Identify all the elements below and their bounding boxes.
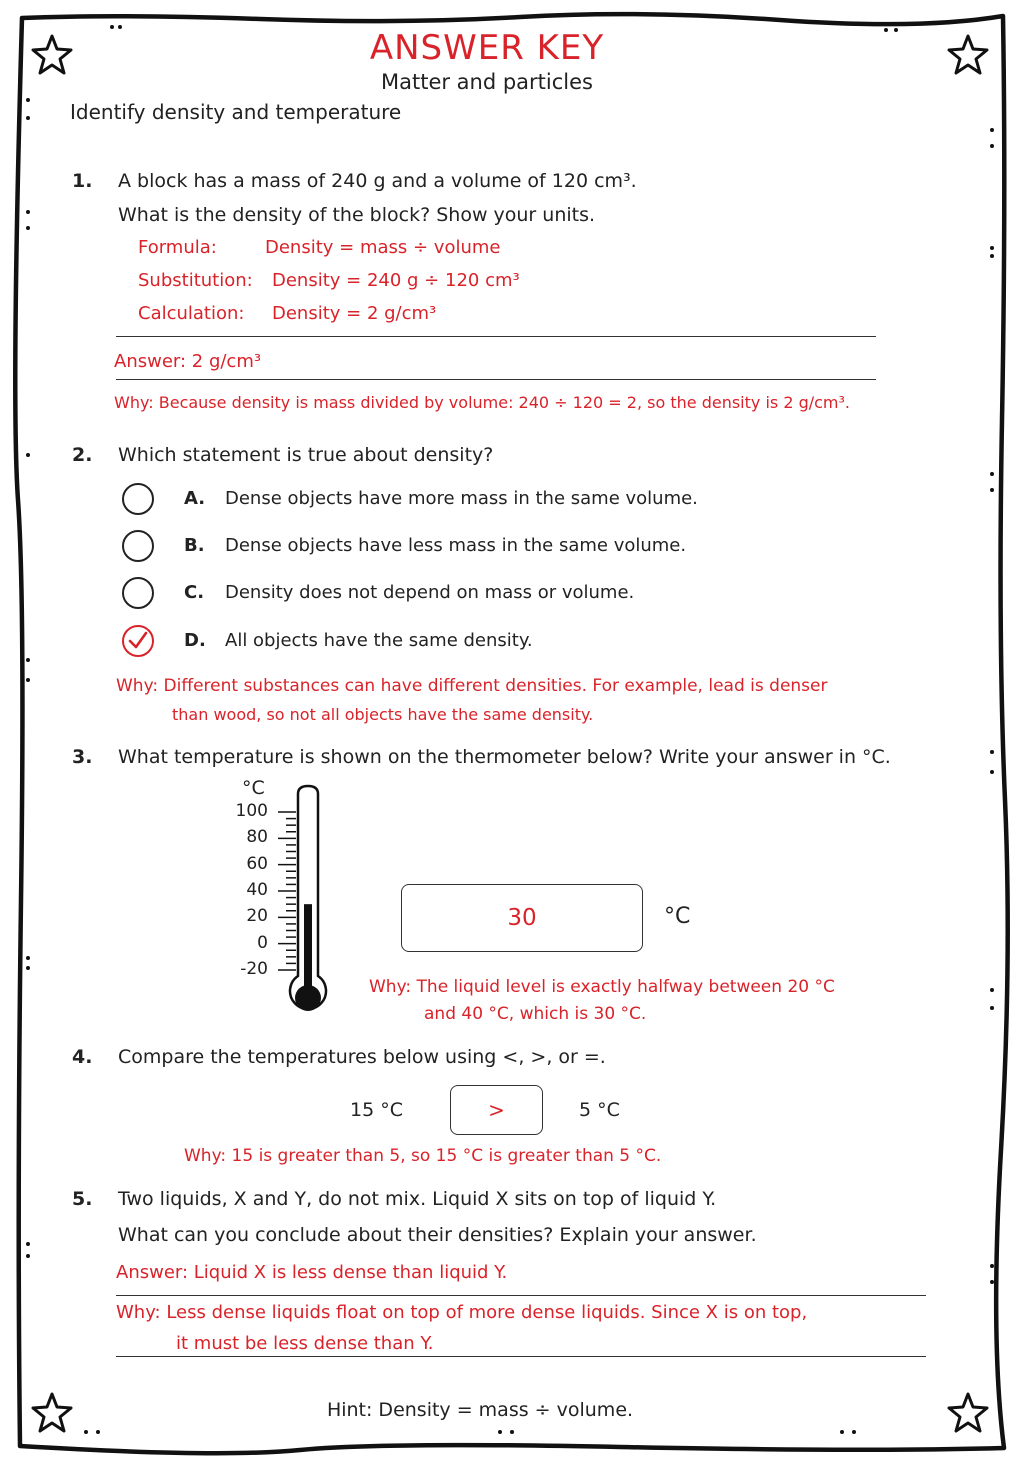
thermometer-tick-label: 0 bbox=[257, 932, 268, 953]
question-1-why: Why: Because density is mass divided by volume: 240 ÷ 120 = 2, so the density is 2 g/cm³. bbox=[114, 393, 851, 412]
answer-line bbox=[116, 336, 876, 337]
question-3-why-line2: and 40 °C, which is 30 °C. bbox=[424, 1004, 647, 1024]
formula-label: Formula: bbox=[138, 237, 217, 258]
substitution-value: Density = 240 g ÷ 120 cm³ bbox=[272, 270, 520, 291]
substitution-label: Substitution: bbox=[138, 270, 253, 291]
checkmark-icon bbox=[124, 627, 152, 655]
compare-answer: > bbox=[488, 1098, 505, 1122]
compare-right-value: 5 °C bbox=[579, 1099, 620, 1121]
question-5-answer: Answer: Liquid X is less dense than liquid Y. bbox=[116, 1262, 508, 1283]
footer-hint: Hint: Density = mass ÷ volume. bbox=[326, 1399, 634, 1421]
temperature-answer-box[interactable] bbox=[401, 884, 643, 952]
answer-line bbox=[116, 1295, 926, 1296]
calculation-value: Density = 2 g/cm³ bbox=[272, 303, 437, 324]
thermometer bbox=[270, 780, 350, 1030]
thermometer-liquid bbox=[304, 904, 312, 992]
question-4-why: Why: 15 is greater than 5, so 15 °C is greater than 5 °C. bbox=[184, 1146, 662, 1166]
option-c-radio[interactable] bbox=[122, 577, 154, 609]
calculation-label: Calculation: bbox=[138, 303, 245, 324]
question-5-why-line1: Why: Less dense liquids float on top of more dense liquids. Since X is on top, bbox=[116, 1302, 808, 1323]
question-5-why-line2: it must be less dense than Y. bbox=[176, 1333, 434, 1354]
page-title: ANSWER KEY bbox=[369, 28, 605, 68]
question-2-text: Which statement is true about density? bbox=[118, 444, 494, 466]
question-4-text: Compare the temperatures below using <, >, or =. bbox=[118, 1046, 606, 1068]
question-1-text: A block has a mass of 240 g and a volume of 120 cm³. bbox=[118, 170, 637, 192]
question-2-number: 2. bbox=[72, 444, 93, 466]
thermometer-tick-label: 20 bbox=[246, 906, 268, 927]
temperature-answer: 30 bbox=[507, 905, 537, 931]
page-subtitle: Matter and particles bbox=[380, 70, 593, 94]
temperature-answer-unit: °C bbox=[664, 904, 691, 929]
option-b-text: Dense objects have less mass in the same volume. bbox=[225, 535, 687, 556]
compare-answer-box[interactable] bbox=[450, 1085, 543, 1135]
compare-left-value: 15 °C bbox=[350, 1099, 403, 1121]
option-b-letter: B. bbox=[184, 535, 205, 556]
question-1-answer: Answer: 2 g/cm³ bbox=[114, 351, 262, 372]
question-1-number: 1. bbox=[72, 170, 93, 192]
option-d-radio[interactable] bbox=[122, 625, 154, 657]
formula-value: Density = mass ÷ volume bbox=[265, 237, 501, 258]
thermometer-tick-label: 80 bbox=[246, 827, 268, 848]
question-3-number: 3. bbox=[72, 746, 93, 768]
question-5-text: Two liquids, X and Y, do not mix. Liquid X sits on top of liquid Y. bbox=[118, 1188, 717, 1210]
thermometer-unit-label: °C bbox=[242, 777, 265, 799]
answer-line bbox=[116, 379, 876, 380]
question-2-why-line2: than wood, so not all objects have the same density. bbox=[172, 705, 594, 724]
question-2-why-line1: Why: Different substances can have different densities. For example, lead is denser bbox=[116, 676, 828, 696]
option-d-text: All objects have the same density. bbox=[225, 630, 533, 651]
question-1-prompt: What is the density of the block? Show your units. bbox=[118, 204, 596, 226]
option-a-text: Dense objects have more mass in the same volume. bbox=[225, 488, 698, 509]
question-5-number: 5. bbox=[72, 1188, 93, 1210]
answer-line bbox=[116, 1356, 926, 1357]
option-d-letter: D. bbox=[184, 630, 206, 651]
option-a-letter: A. bbox=[184, 488, 206, 509]
section-heading: Identify density and temperature bbox=[70, 100, 402, 124]
thermometer-tick-label: 100 bbox=[235, 801, 268, 821]
question-3-why-line1: Why: The liquid level is exactly halfway between 20 °C bbox=[369, 977, 835, 997]
question-3-text: What temperature is shown on the thermometer below? Write your answer in °C. bbox=[118, 746, 891, 768]
option-b-radio[interactable] bbox=[122, 530, 154, 562]
thermometer-tick-label: 40 bbox=[246, 880, 268, 900]
question-5-prompt: What can you conclude about their densities? Explain your answer. bbox=[118, 1224, 757, 1246]
thermometer-tick-label: 60 bbox=[246, 853, 268, 874]
option-c-text: Density does not depend on mass or volume. bbox=[225, 582, 635, 603]
option-c-letter: C. bbox=[184, 582, 205, 603]
option-a-radio[interactable] bbox=[122, 483, 154, 515]
thermometer-tick-label: -20 bbox=[240, 959, 268, 979]
question-4-number: 4. bbox=[72, 1046, 93, 1068]
